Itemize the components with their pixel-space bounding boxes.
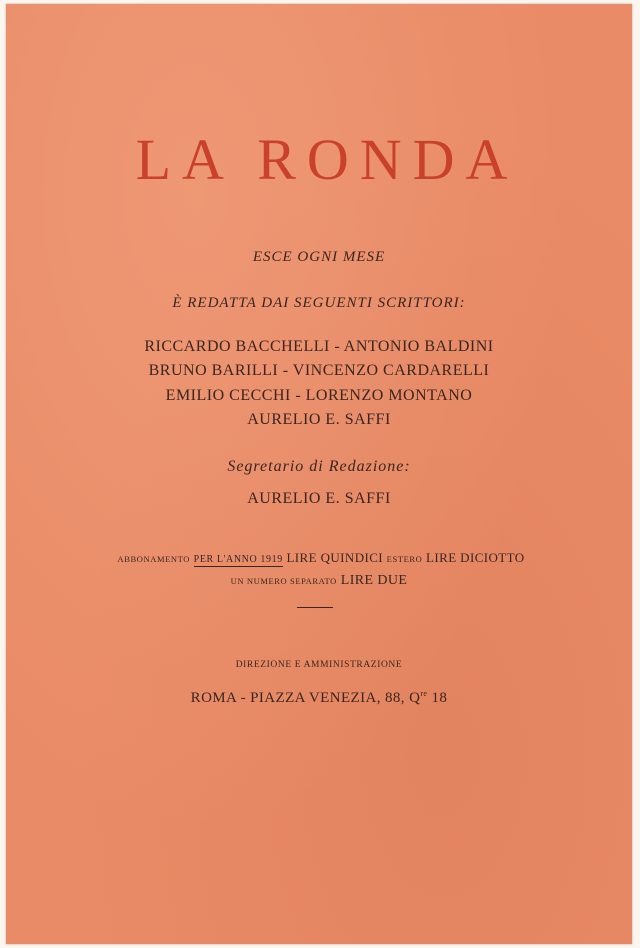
subscription-line xyxy=(6,550,634,566)
secretary-name: AURELIO E. SAFFI xyxy=(247,490,391,507)
address-text: ROMA - PIAZZA VENEZIA, 88, Q xyxy=(190,690,421,706)
subscription-price: LIRE QUINDICI xyxy=(286,550,384,565)
magazine-cover xyxy=(6,4,632,944)
management-heading: DIREZIONE E AMMINISTRAZIONE xyxy=(235,660,403,670)
address-line xyxy=(6,689,632,707)
single-issue-label: UN NUMERO SEPARATO xyxy=(230,576,337,586)
single-issue-price: LIRE DUE xyxy=(340,573,408,588)
secretary-heading: Segretario di Redazione: xyxy=(227,458,411,475)
writers-line-3: EMILIO CECCHI - LORENZO MONTANO xyxy=(165,387,473,404)
subscription-year: PER L'ANNO 1919 xyxy=(193,554,283,565)
editors-heading: È REDATTA DAI SEGUENTI SCRITTORI: xyxy=(172,295,466,311)
publication-frequency: ESCE OGNI MESE xyxy=(252,249,386,265)
abroad-price: LIRE DICIOTTO xyxy=(426,550,525,565)
writers-line-1: RICCARDO BACCHELLI - ANTONIO BALDINI xyxy=(144,338,494,355)
abroad-label: ESTERO xyxy=(386,554,423,564)
divider-rule xyxy=(297,607,333,608)
subscription-label: ABBONAMENTO xyxy=(117,554,191,564)
address-superscript: re xyxy=(420,689,428,698)
address-number: 18 xyxy=(431,690,448,706)
single-issue-line xyxy=(6,573,632,589)
magazine-title: LA RONDA xyxy=(135,127,519,192)
writers-line-4: AURELIO E. SAFFI xyxy=(247,411,391,428)
writers-line-2: BRUNO BARILLI - VINCENZO CARDARELLI xyxy=(148,362,490,379)
